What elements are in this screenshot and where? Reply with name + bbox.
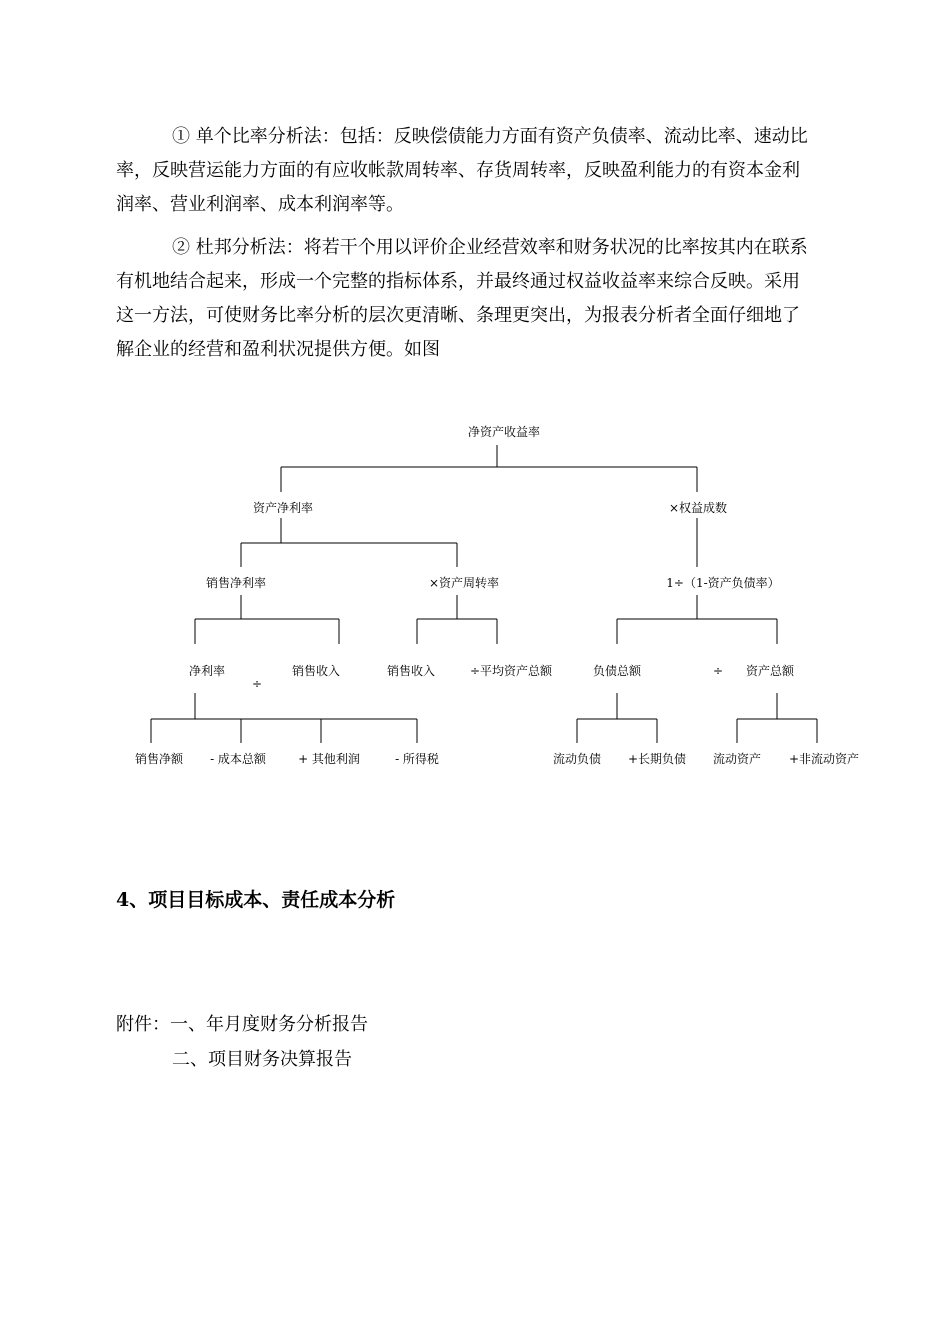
node-sales-revenue: 销售收入 xyxy=(291,664,341,678)
paragraph-line: ② 杜邦分析法：将若干个用以评价企业经营效率和财务状况的比率按其内在联系 xyxy=(172,237,808,258)
annex-line: 二、项目财务决算报告 xyxy=(172,1049,352,1070)
node-equity-formula: 1÷（1-资产负债率） xyxy=(666,576,780,590)
paragraph-line: 率，反映营运能力方面的有应收帐款周转率、存货周转率，反映盈利能力的有资本金利 xyxy=(116,160,800,181)
divide-sign: ÷ xyxy=(712,664,724,678)
paragraph-line: 润率、营业利润率、成本利润率等。 xyxy=(116,194,404,215)
paragraph-line: 解企业的经营和盈利状况提供方便。如图 xyxy=(116,339,440,360)
paragraph-line: 有机地结合起来，形成一个完整的指标体系，并最终通过权益收益率来综合反映。采用 xyxy=(116,271,800,292)
divide-sign: ÷ xyxy=(251,677,263,691)
node-asset-turnover: ×资产周转率 xyxy=(428,576,500,590)
node-income-tax: - 所得税 xyxy=(395,752,439,766)
node-asset-net-margin: 资产净利率 xyxy=(252,501,314,515)
node-net-sales: 销售净额 xyxy=(134,752,184,766)
node-long-term-liabilities: +长期负债 xyxy=(627,752,687,766)
node-other-profit: + 其他利润 xyxy=(298,752,360,766)
node-equity-multiplier: ×权益成数 xyxy=(668,501,728,515)
node-current-assets: 流动资产 xyxy=(712,752,762,766)
node-total-cost: - 成本总额 xyxy=(210,752,266,766)
node-total-assets: 资产总额 xyxy=(745,664,795,678)
node-sales-net-margin: 销售净利率 xyxy=(205,576,267,590)
node-sales-revenue: 销售收入 xyxy=(386,664,436,678)
node-total-liabilities: 负债总额 xyxy=(592,664,642,678)
paragraph-line: 这一方法，可使财务比率分析的层次更清晰、条理更突出，为报表分析者全面仔细地了 xyxy=(116,305,800,326)
paragraph-line: ① 单个比率分析法：包括：反映偿债能力方面有资产负债率、流动比率、速动比 xyxy=(172,126,808,147)
node-non-current-assets: +非流动资产 xyxy=(788,752,860,766)
node-average-total-assets: ÷平均资产总额 xyxy=(469,664,553,678)
node-net-profit: 净利率 xyxy=(188,664,226,678)
annex-line: 附件：一、年月度财务分析报告 xyxy=(116,1014,368,1035)
node-root: 净资产收益率 xyxy=(467,425,541,439)
section-heading: 4、项目目标成本、责任成本分析 xyxy=(116,889,396,911)
node-current-liabilities: 流动负债 xyxy=(552,752,602,766)
